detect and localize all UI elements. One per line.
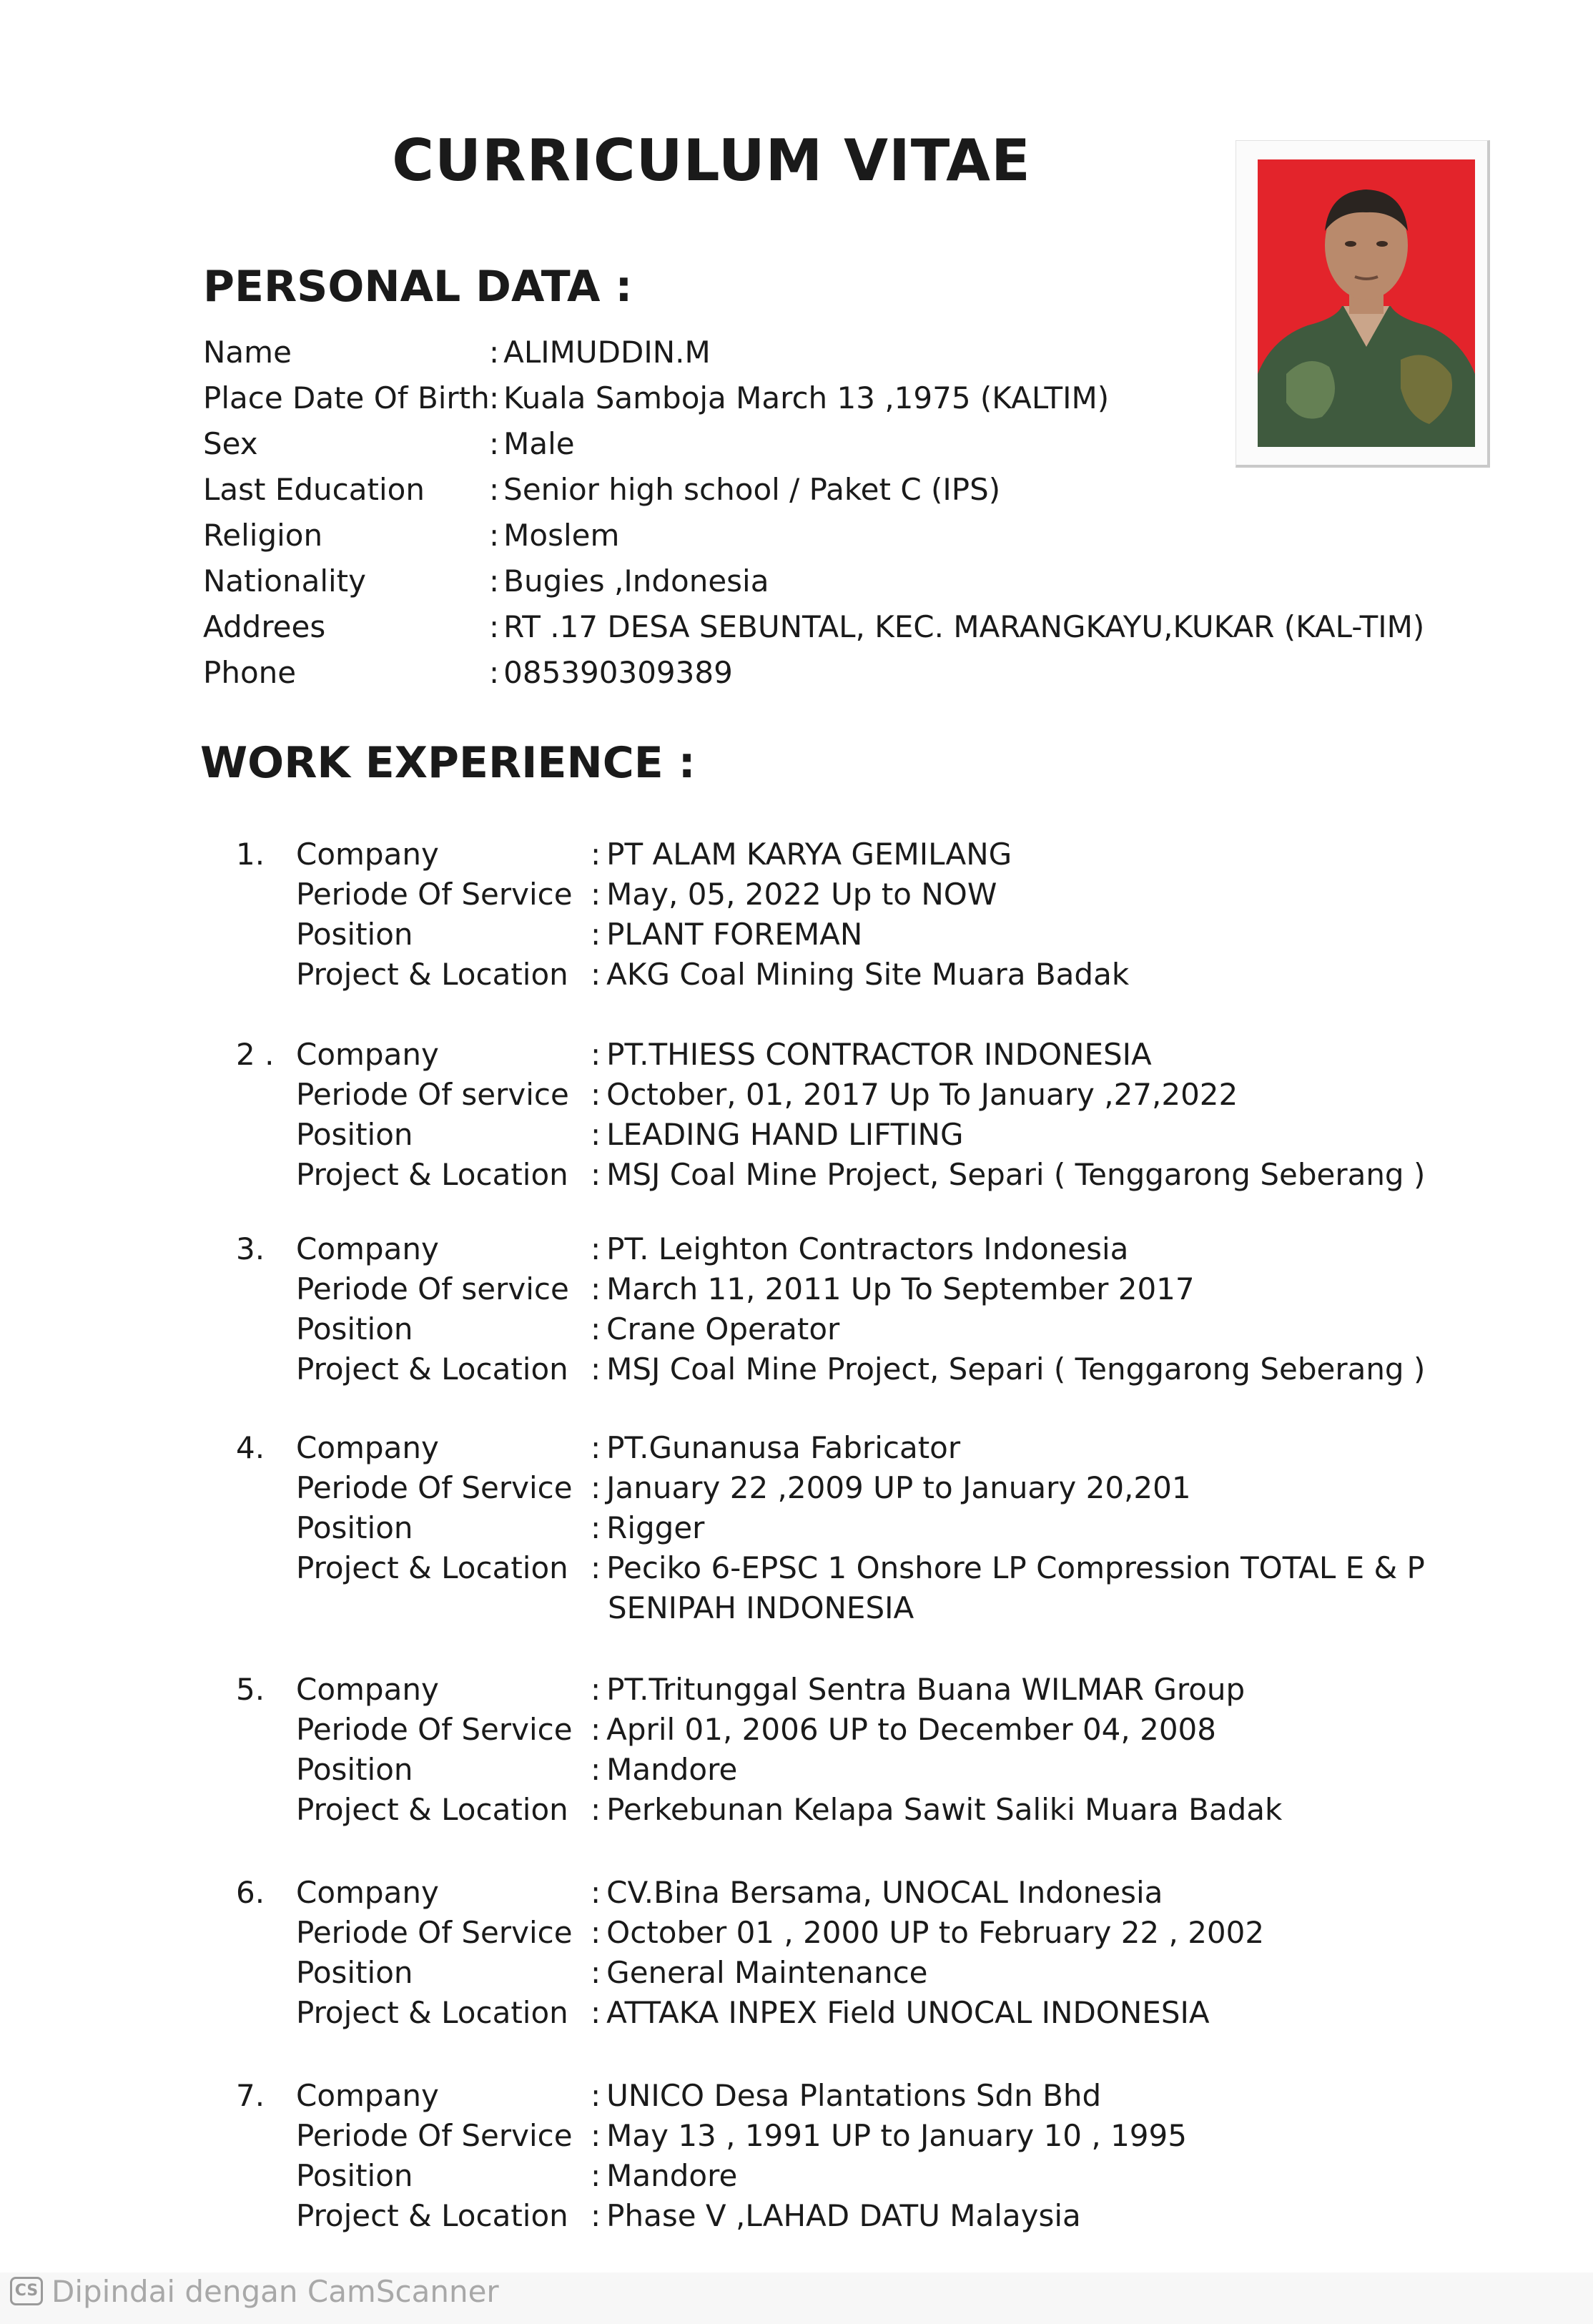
job-label: Periode Of Service (296, 1915, 573, 1950)
job-label: Periode Of service (296, 1077, 569, 1112)
job-label: Position (296, 917, 413, 952)
personal-label: Religion (203, 518, 323, 553)
job-number: 7. (236, 2078, 265, 2113)
job-label: Position (296, 1955, 413, 1990)
profile-photo-image (1258, 159, 1475, 447)
job-number: 3. (236, 1231, 265, 1266)
personal-value: : ALIMUDDIN.M (489, 335, 711, 370)
personal-label: Phone (203, 655, 297, 690)
job-value: : PT. Leighton Contractors Indonesia (591, 1231, 1128, 1266)
job-label: Position (296, 2158, 413, 2193)
job-label: Periode Of Service (296, 1712, 573, 1747)
job-value: : Mandore (591, 1752, 737, 1787)
job-value: : Peciko 6-EPSC 1 Onshore LP Compression TOTAL E & P (591, 1550, 1425, 1585)
personal-value: : RT .17 DESA SEBUNTAL, KEC. MARANGKAYU,KUKAR (KAL-TIM) (489, 609, 1424, 644)
personal-value: : Male (489, 426, 575, 461)
job-value: : PLANT FOREMAN (591, 917, 862, 952)
job-value: : LEADING HAND LIFTING (591, 1117, 964, 1152)
personal-label: Last Education (203, 472, 425, 507)
job-label: Periode Of service (296, 1271, 569, 1306)
job-value: : PT.THIESS CONTRACTOR INDONESIA (591, 1037, 1152, 1072)
job-label: Company (296, 1231, 439, 1266)
work-experience-heading: WORK EXPERIENCE : (200, 738, 696, 788)
job-value: : March 11, 2011 Up To September 2017 (591, 1271, 1195, 1306)
job-value: : CV.Bina Bersama, UNOCAL Indonesia (591, 1875, 1163, 1910)
camscanner-logo-icon: CS (10, 2277, 43, 2305)
job-label: Company (296, 1672, 439, 1707)
job-label: Position (296, 1311, 413, 1346)
job-value: : MSJ Coal Mine Project, Separi ( Tenggarong Seberang ) (591, 1157, 1425, 1192)
personal-label: Sex (203, 426, 258, 461)
job-label: Position (296, 1510, 413, 1545)
job-label: Project & Location (296, 957, 568, 992)
job-value: : May 13 , 1991 UP to January 10 , 1995 (591, 2118, 1187, 2153)
personal-label: Addrees (203, 609, 326, 644)
job-label: Project & Location (296, 1995, 568, 2030)
job-label: Periode Of Service (296, 877, 573, 912)
job-label: Project & Location (296, 1351, 568, 1387)
job-value: : Mandore (591, 2158, 737, 2193)
job-value: : Perkebunan Kelapa Sawit Saliki Muara Badak (591, 1792, 1282, 1827)
job-value: : MSJ Coal Mine Project, Separi ( Tenggarong Seberang ) (591, 1351, 1425, 1387)
job-number: 1. (236, 837, 265, 872)
job-value: : PT.Gunanusa Fabricator (591, 1430, 960, 1465)
job-value: : Rigger (591, 1510, 704, 1545)
job-label: Periode Of Service (296, 2118, 573, 2153)
job-value: : PT ALAM KARYA GEMILANG (591, 837, 1012, 872)
personal-value: : Senior high school / Paket C (IPS) (489, 472, 1000, 507)
job-label: Company (296, 1875, 439, 1910)
job-value: : Phase V ,LAHAD DATU Malaysia (591, 2198, 1081, 2233)
job-label: Project & Location (296, 1792, 568, 1827)
scanner-watermark-text: Dipindai dengan CamScanner (51, 2274, 499, 2309)
job-label: Periode Of Service (296, 1470, 573, 1505)
job-value: : January 22 ,2009 UP to January 20,201 (591, 1470, 1191, 1505)
job-label: Position (296, 1117, 413, 1152)
job-value: : May, 05, 2022 Up to NOW (591, 877, 997, 912)
job-label: Position (296, 1752, 413, 1787)
job-label: Company (296, 1430, 439, 1465)
job-label: Project & Location (296, 1157, 568, 1192)
job-value: : General Maintenance (591, 1955, 928, 1990)
job-label: Company (296, 1037, 439, 1072)
personal-value: : Moslem (489, 518, 619, 553)
document-title: CURRICULUM VITAE (392, 127, 1031, 194)
job-value: : October, 01, 2017 Up To January ,27,2022 (591, 1077, 1238, 1112)
job-number: 4. (236, 1430, 265, 1465)
job-value: : PT.Tritunggal Sentra Buana WILMAR Group (591, 1672, 1245, 1707)
job-number: 2 . (236, 1037, 275, 1072)
job-value: : Crane Operator (591, 1311, 839, 1346)
personal-label: Nationality (203, 563, 367, 599)
personal-value: : Kuala Samboja March 13 ,1975 (KALTIM) (489, 380, 1109, 415)
job-value-continuation: SENIPAH INDONESIA (608, 1590, 914, 1625)
job-number: 6. (236, 1875, 265, 1910)
job-value: : October 01 , 2000 UP to February 22 , 2002 (591, 1915, 1264, 1950)
job-value: : ATTAKA INPEX Field UNOCAL INDONESIA (591, 1995, 1210, 2030)
job-value: : April 01, 2006 UP to December 04, 2008 (591, 1712, 1216, 1747)
job-label: Project & Location (296, 2198, 568, 2233)
personal-data-heading: PERSONAL DATA : (203, 262, 633, 312)
personal-value: : 085390309389 (489, 655, 733, 690)
job-number: 5. (236, 1672, 265, 1707)
job-label: Project & Location (296, 1550, 568, 1585)
job-label: Company (296, 2078, 439, 2113)
job-value: : AKG Coal Mining Site Muara Badak (591, 957, 1129, 992)
personal-label: Place Date Of Birth (203, 380, 490, 415)
personal-label: Name (203, 335, 292, 370)
personal-value: : Bugies ,Indonesia (489, 563, 769, 599)
job-value: : UNICO Desa Plantations Sdn Bhd (591, 2078, 1101, 2113)
job-label: Company (296, 837, 439, 872)
profile-photo (1236, 140, 1490, 468)
